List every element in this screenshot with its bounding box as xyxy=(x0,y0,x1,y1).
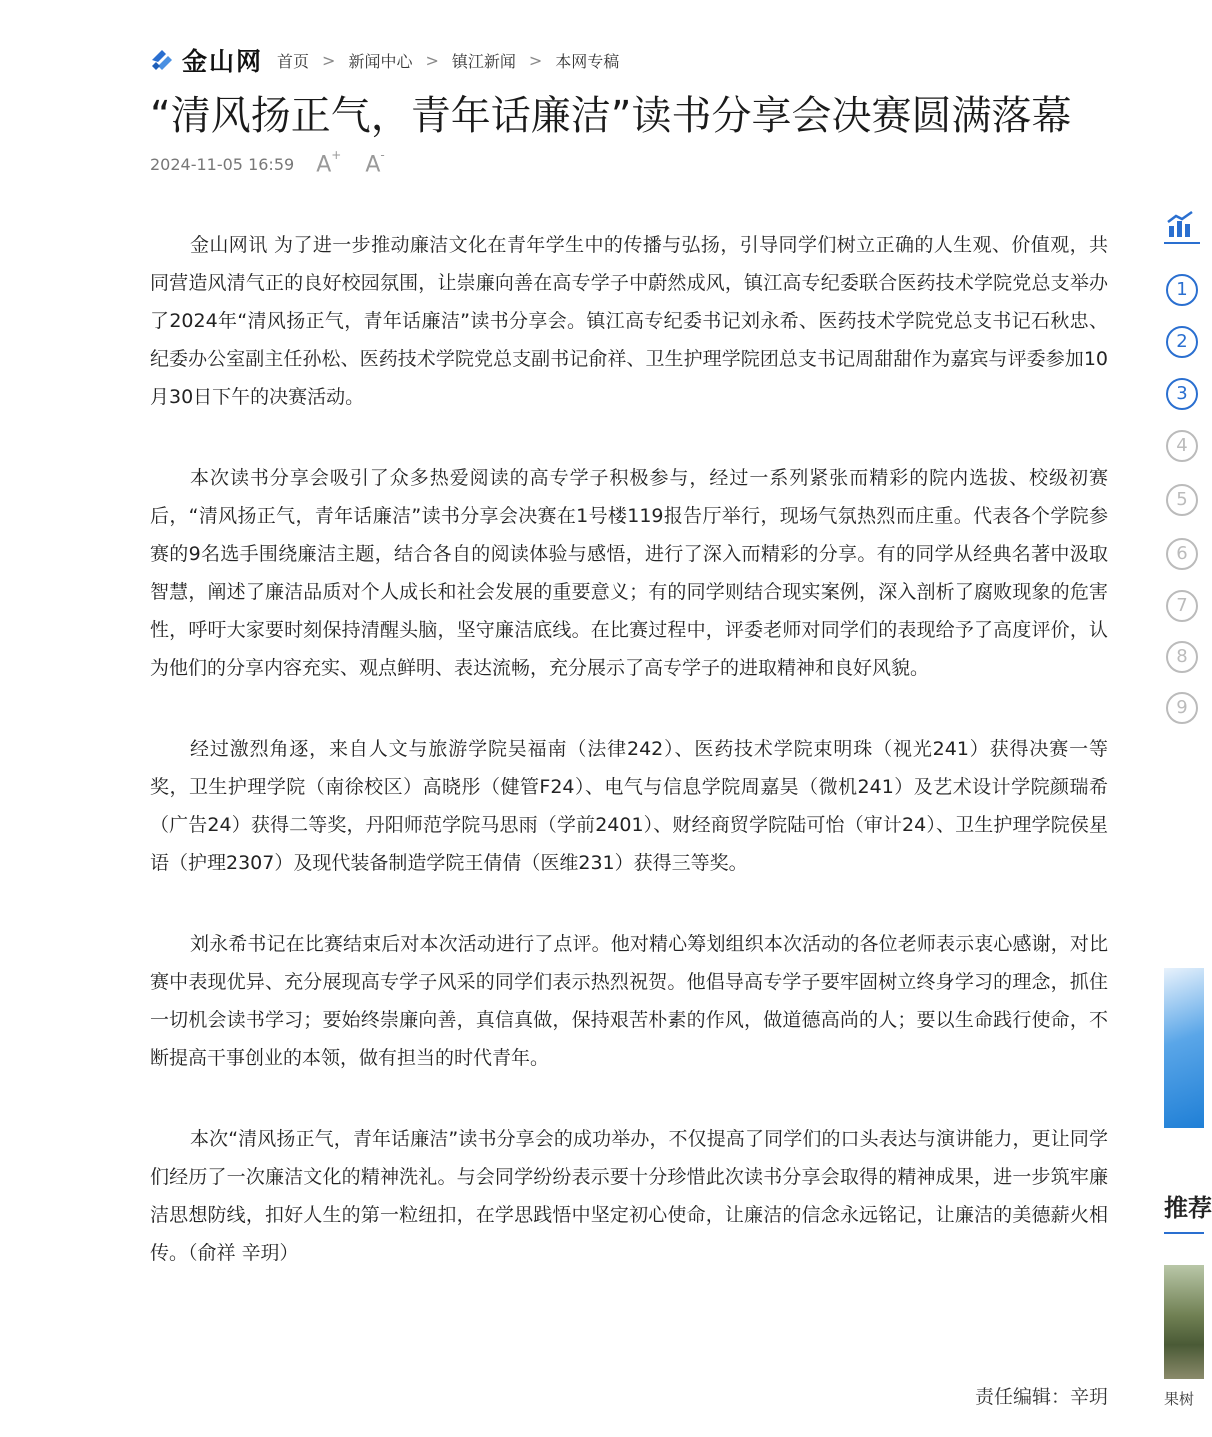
article-paragraph: 本次读书分享会吸引了众多热爱阅读的高专学子积极参与，经过一系列紧张而精彩的院内选拔、校级初赛后，“清风扬正气，青年话廉洁”读书分享会决赛在1号楼119报告厅举行，现场气氛热烈而庄重。代表各个学院参赛的9名选手围绕廉洁主题，结合各自的阅读体验与感悟，进行了深入而精彩的分享。有的同学从经典名著中汲取智慧，阐述了廉洁品质对个人成长和社会发展的重要意义；有的同学则结合现实案例，深入剖析了腐败现象的危害性，呼吁大家要时刻保持清醒头脑，坚守廉洁底线。在比赛过程中，评委老师对同学们的表现给予了高度评价，认为他们的分享内容充实、观点鲜明、表达流畅，充分展示了高专学子的进取精神和良好风貌。 xyxy=(150,467,1108,679)
rank-number: 8 xyxy=(1166,641,1198,673)
rank-number: 2 xyxy=(1166,326,1198,358)
article-title: “清风扬正气，青年话廉洁”读书分享会决赛圆满落幕 xyxy=(150,93,1072,139)
sidebar-banner-image[interactable] xyxy=(1164,968,1204,1128)
page-header xyxy=(150,40,619,80)
font-larger-button[interactable] xyxy=(316,148,342,178)
logo-text: 金山网 xyxy=(182,47,264,76)
rank-number: 5 xyxy=(1166,484,1198,516)
rank-number: 1 xyxy=(1166,274,1198,306)
font-smaller-glyph: A xyxy=(365,152,381,178)
font-smaller-button[interactable] xyxy=(365,148,385,178)
ranking-chart-icon xyxy=(1166,210,1196,244)
article-paragraph: 经过激烈角逐，来自人文与旅游学院吴福南（法律242）、医药技术学院束明珠（视光241）获得决赛一等奖，卫生护理学院（南徐校区）高晓彤（健管F24）、电气与信息学院周嘉昊（微机241）及艺术设计学院颜瑞希（广告24）获得二等奖，丹阳师范学院马思雨（学前2401）、财经商贸学院陆可怡（审计24）、卫生护理学院侯星语（护理2307）及现代装备制造学院王倩倩（医维231）获得三等奖。 xyxy=(150,738,1108,874)
font-larger-glyph: A xyxy=(316,152,332,178)
breadcrumb-zhenjiang-news[interactable]: 镇江新闻 xyxy=(451,51,516,71)
responsible-editor: 责任编辑：辛玥 xyxy=(974,1386,1108,1408)
rank-number: 4 xyxy=(1166,430,1198,462)
site-logo[interactable] xyxy=(150,42,263,78)
article-paragraph: 金山网讯 为了进一步推动廉洁文化在青年学生中的传播与弘扬，引导同学们树立正确的人生观、价值观，共同营造风清气正的良好校园氛围，让崇廉向善在高专学子中蔚然成风，镇江高专纪委联合医药技术学院党总支举办了2024年“清风扬正气，青年话廉洁”读书分享会。镇江高专纪委书记刘永希、医药技术学院党总支书记石秋忠、纪委办公室副主任孙松、医药技术学院党总支副书记俞祥、卫生护理学院团总支书记周甜甜作为嘉宾与评委参加10月30日下午的决赛活动。 xyxy=(150,234,1108,408)
article-paragraph: 刘永希书记在比赛结束后对本次活动进行了点评。他对精心筹划组织本次活动的各位老师表示衷心感谢，对比赛中表现优异、充分展现高专学子风采的同学们表示热烈祝贺。他倡导高专学子要牢固树立终身学习的理念，抓住一切机会读书学习；要始终崇廉向善，真信真做，保持艰苦朴素的作风，做道德高尚的人；要以生命践行使命，不断提高干事创业的本领，做有担当的时代青年。 xyxy=(150,933,1108,1069)
breadcrumb-exclusive[interactable]: 本网专稿 xyxy=(555,51,620,71)
recommend-heading: 推荐 xyxy=(1164,1194,1212,1222)
breadcrumb-news-center[interactable]: 新闻中心 xyxy=(348,51,413,71)
recommend-thumbnail[interactable] xyxy=(1164,1265,1204,1379)
rank-number: 9 xyxy=(1166,692,1198,724)
article-body xyxy=(150,226,1108,1315)
font-larger-sup: + xyxy=(331,148,342,162)
article-paragraph: 本次“清风扬正气，青年话廉洁”读书分享会的成功举办，不仅提高了同学们的口头表达与演讲能力，更让同学们经历了一次廉洁文化的精神洗礼。与会同学纷纷表示要十分珍惜此次读书分享会取得的精神成果，进一步筑牢廉洁思想防线，扣好人生的第一粒纽扣，在学思践悟中坚定初心使命，让廉洁的信念永远铭记，让廉洁的美德薪火相传。（俞祥 辛玥） xyxy=(150,1128,1108,1264)
breadcrumb xyxy=(277,49,619,72)
chevron-right-icon: > xyxy=(322,50,336,70)
recommend-underline xyxy=(1164,1232,1204,1234)
right-sidebar xyxy=(1164,0,1212,1437)
chevron-right-icon: > xyxy=(425,50,439,70)
recommend-caption[interactable]: 果树 xyxy=(1164,1390,1195,1408)
chevron-right-icon: > xyxy=(528,50,543,70)
publish-date: 2024-11-05 16:59 xyxy=(150,155,295,175)
breadcrumb-home[interactable]: 首页 xyxy=(277,51,310,71)
rank-number: 3 xyxy=(1166,378,1198,410)
rank-number: 6 xyxy=(1166,538,1198,570)
ranking-underline xyxy=(1164,242,1200,244)
article-meta xyxy=(150,148,409,178)
font-smaller-sup: - xyxy=(380,148,385,162)
logo-mark-icon xyxy=(150,47,176,73)
rank-number: 7 xyxy=(1166,590,1198,622)
